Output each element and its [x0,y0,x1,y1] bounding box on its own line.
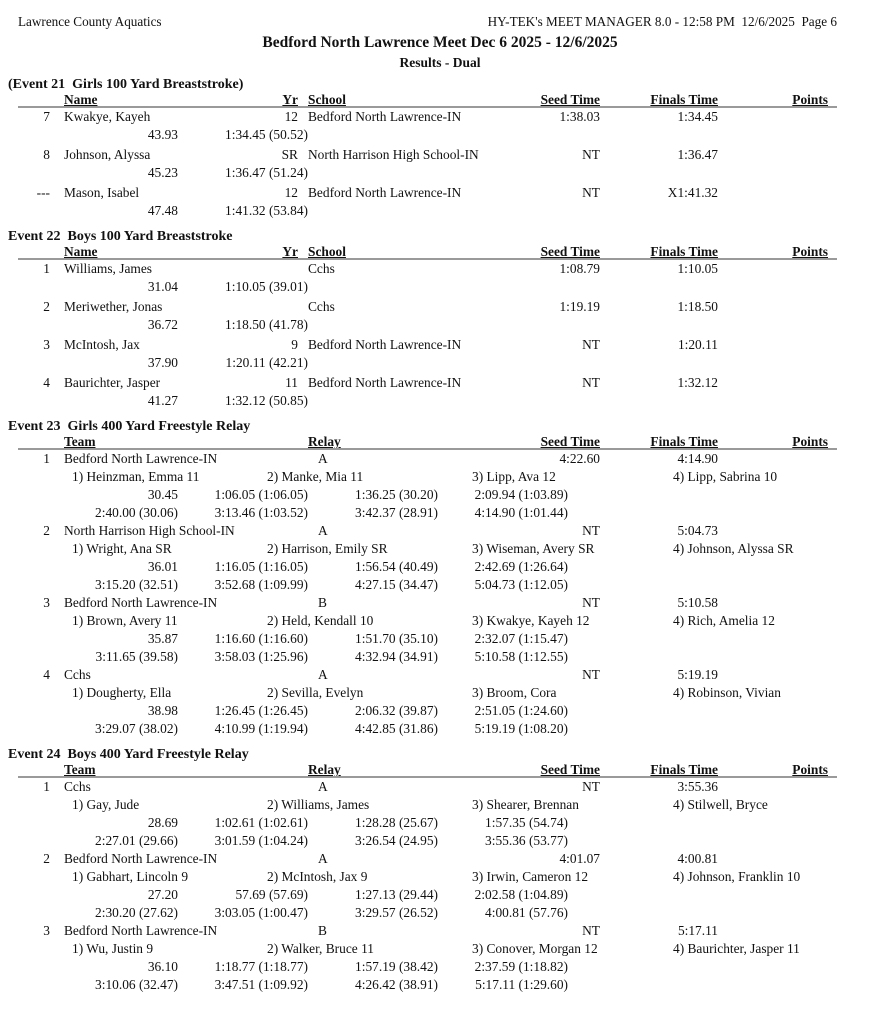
team-name: Cchs [64,667,91,682]
column-header-seed-time: Seed Time [540,762,600,777]
school-name: Bedford North Lawrence-IN [308,185,462,200]
result-row [0,261,880,279]
split-time: 1:27.13 (29.44) [355,887,438,902]
result-row [0,523,880,541]
splits-row [0,631,880,649]
school-name: Bedford North Lawrence-IN [308,337,462,352]
header-rule [18,776,837,778]
column-header-points: Points [792,762,828,777]
result-entry [0,109,880,145]
team-name: North Harrison High School-IN [64,523,235,538]
column-header-finals-time: Finals Time [650,762,718,777]
split-time: 36.01 [147,559,178,574]
split-time: 2:37.59 (1:18.82) [474,959,568,974]
relay-swimmer: 1) Heinzman, Emma 11 [72,469,200,484]
facility-name: Lawrence County Aquatics [18,14,162,29]
split-time: 1:06.05 (1:06.05) [214,487,308,502]
split-time: 36.10 [147,959,178,974]
place: 2 [43,299,50,314]
result-entry [0,299,880,335]
split-time: 5:19.19 (1:08.20) [474,721,568,736]
splits-row [0,279,880,297]
split-time: 2:51.05 (1:24.60) [474,703,568,718]
split-time: 31.04 [147,279,178,294]
split-time: 2:42.69 (1:26.64) [474,559,568,574]
split-time: 2:27.01 (29.66) [95,833,178,848]
relay-swimmer: 2) Sevilla, Evelyn [267,685,364,700]
relay-swimmer: 3) Lipp, Ava 12 [472,469,556,484]
split-time: 3:55.36 (53.77) [485,833,568,848]
relay-letter: A [318,523,328,538]
column-header-name: Name [64,244,98,259]
split-time: 4:10.99 (1:19.94) [214,721,308,736]
result-row [0,337,880,355]
result-entry [0,667,880,739]
result-row [0,375,880,393]
header-rule [18,448,837,450]
relay-swimmer: 4) Stilwell, Bryce [673,797,768,812]
seed-time: 1:38.03 [559,109,600,124]
split-time: 3:42.37 (28.91) [355,505,438,520]
event-title: Event 23 Girls 400 Yard Freestyle Relay [8,419,251,434]
split-time: 1:10.05 (39.01) [225,279,308,294]
year: 12 [284,185,298,200]
split-time: 30.45 [147,487,178,502]
split-time: 2:06.32 (39.87) [355,703,438,718]
relay-letter: A [318,667,328,682]
split-time: 4:14.90 (1:01.44) [474,505,568,520]
splits-row [0,317,880,335]
place: 2 [43,523,50,538]
split-time: 41.27 [147,393,178,408]
relay-swimmer: 2) Harrison, Emily SR [267,541,388,556]
split-time: 1:16.05 (1:16.05) [214,559,308,574]
result-entry [0,923,880,995]
header-rule [18,258,837,260]
result-entry [0,779,880,851]
splits-row [0,355,880,373]
column-header-relay: Relay [308,762,341,777]
finals-time: 5:17.11 [677,923,718,938]
result-row [0,299,880,317]
split-time: 3:26.54 (24.95) [355,833,438,848]
split-time: 4:32.94 (34.91) [355,649,438,664]
team-name: Bedford North Lawrence-IN [64,595,218,610]
seed-time: NT [582,667,600,682]
split-time: 1:20.11 (42.21) [225,355,308,370]
swimmer-name: Meriwether, Jonas [64,299,163,314]
relay-swimmer: 3) Wiseman, Avery SR [472,541,595,556]
column-header-points: Points [792,244,828,259]
split-time: 1:02.61 (1:02.61) [214,815,308,830]
result-entry [0,851,880,923]
seed-time: 4:22.60 [559,451,600,466]
place: 3 [43,923,50,938]
splits-row [0,127,880,145]
result-row [0,185,880,203]
split-time: 37.90 [147,355,178,370]
seed-time: 1:08.79 [559,261,600,276]
split-time: 28.69 [147,815,178,830]
split-time: 1:36.47 (51.24) [225,165,308,180]
result-row [0,595,880,613]
split-time: 3:03.05 (1:00.47) [214,905,308,920]
splits-row [0,833,880,851]
relay-swimmer: 2) McIntosh, Jax 9 [267,869,368,884]
split-time: 1:51.70 (35.10) [355,631,438,646]
seed-time: NT [582,337,600,352]
splits-row [0,721,880,739]
relay-swimmer: 3) Kwakye, Kayeh 12 [472,613,590,628]
relay-swimmers-row [0,869,880,887]
page-header-row [0,14,880,34]
place: 8 [43,147,50,162]
relay-swimmer: 1) Gay, Jude [72,797,140,812]
finals-time: 3:55.36 [677,779,718,794]
relay-letter: A [318,779,328,794]
split-time: 1:36.25 (30.20) [355,487,438,502]
place: 7 [43,109,50,124]
result-entry [0,147,880,183]
year: 12 [284,109,298,124]
finals-time: 1:10.05 [677,261,718,276]
relay-swimmers-row [0,469,880,487]
result-row [0,109,880,127]
place: 4 [43,375,50,390]
split-time: 1:18.50 (41.78) [225,317,308,332]
result-row [0,667,880,685]
relay-swimmer: 4) Lipp, Sabrina 10 [673,469,778,484]
team-name: Bedford North Lawrence-IN [64,851,218,866]
relay-swimmer: 4) Johnson, Alyssa SR [673,541,794,556]
splits-row [0,203,880,221]
splits-row [0,505,880,523]
finals-time: 1:34.45 [677,109,718,124]
splits-row [0,165,880,183]
split-time: 5:04.73 (1:12.05) [474,577,568,592]
splits-row [0,559,880,577]
split-time: 43.93 [147,127,178,142]
finals-time: 1:32.12 [677,375,718,390]
finals-time: 4:00.81 [677,851,718,866]
event-section [0,747,880,995]
event-title: Event 24 Boys 400 Yard Freestyle Relay [8,747,249,762]
swimmer-name: Mason, Isabel [64,185,140,200]
meet-title: Bedford North Lawrence Meet Dec 6 2025 - 12/6/2025 [262,34,618,51]
column-header-name: Name [64,92,98,107]
swimmer-name: Johnson, Alyssa [64,147,151,162]
place: 1 [43,261,50,276]
finals-time: 5:10.58 [677,595,718,610]
splits-row [0,487,880,505]
finals-time: 5:04.73 [677,523,718,538]
split-time: 1:56.54 (40.49) [355,559,438,574]
split-time: 57.69 (57.69) [235,887,308,902]
relay-swimmers-row [0,941,880,959]
seed-time: 1:19.19 [559,299,600,314]
split-time: 1:28.28 (25.67) [355,815,438,830]
year: SR [281,147,298,162]
school-name: Bedford North Lawrence-IN [308,375,462,390]
split-time: 1:18.77 (1:18.77) [214,959,308,974]
event-section [0,77,880,221]
header-rule [18,106,837,108]
split-time: 3:52.68 (1:09.99) [214,577,308,592]
relay-swimmer: 3) Broom, Cora [472,685,557,700]
split-time: 3:15.20 (32.51) [95,577,178,592]
relay-swimmers-row [0,797,880,815]
result-entry [0,337,880,373]
finals-time: 4:14.90 [677,451,718,466]
finals-time: 1:36.47 [677,147,718,162]
column-header-yr: Yr [282,92,298,107]
column-header-row [0,434,880,451]
result-entry [0,595,880,667]
place: 1 [43,779,50,794]
result-entry [0,451,880,523]
relay-swimmer: 4) Baurichter, Jasper 11 [673,941,800,956]
swimmer-name: Kwakye, Kayeh [64,109,151,124]
result-entry [0,185,880,221]
split-time: 3:58.03 (1:25.96) [214,649,308,664]
split-time: 35.87 [147,631,178,646]
relay-swimmer: 1) Wu, Justin 9 [72,941,154,956]
place: --- [36,185,50,200]
split-time: 5:17.11 (1:29.60) [475,977,568,992]
split-time: 4:42.85 (31.86) [355,721,438,736]
relay-swimmer: 1) Brown, Avery 11 [72,613,178,628]
year: 11 [285,375,298,390]
split-time: 1:34.45 (50.52) [225,127,308,142]
split-time: 2:02.58 (1:04.89) [474,887,568,902]
splits-row [0,703,880,721]
finals-time: 5:19.19 [677,667,718,682]
split-time: 27.20 [147,887,178,902]
seed-time: NT [582,923,600,938]
swimmer-name: Williams, James [64,261,152,276]
result-row [0,851,880,869]
splits-row [0,905,880,923]
event-title-row [0,77,880,92]
column-header-school: School [308,244,346,259]
result-row [0,451,880,469]
column-header-seed-time: Seed Time [540,244,600,259]
school-name: Cchs [308,299,335,314]
column-header-points: Points [792,434,828,449]
result-row [0,779,880,797]
relay-swimmer: 2) Walker, Bruce 11 [267,941,374,956]
team-name: Bedford North Lawrence-IN [64,451,218,466]
result-row [0,147,880,165]
relay-letter: B [318,595,327,610]
splits-row [0,959,880,977]
software-info: HY-TEK's MEET MANAGER 8.0 - 12:58 PM 12/6/2025 Page 6 [487,14,837,29]
result-entry [0,523,880,595]
seed-time: NT [582,375,600,390]
column-header-seed-time: Seed Time [540,92,600,107]
relay-swimmer: 3) Irwin, Cameron 12 [472,869,589,884]
column-header-points: Points [792,92,828,107]
event-section [0,419,880,739]
split-time: 4:00.81 (57.76) [485,905,568,920]
results-subtitle: Results - Dual [399,55,481,70]
result-entry [0,375,880,411]
split-time: 3:29.57 (26.52) [355,905,438,920]
place: 3 [43,595,50,610]
relay-swimmer: 4) Johnson, Franklin 10 [673,869,801,884]
result-entry [0,261,880,297]
relay-letter: A [318,851,328,866]
place: 1 [43,451,50,466]
event-title-row [0,419,880,434]
split-time: 3:47.51 (1:09.92) [214,977,308,992]
relay-swimmer: 3) Shearer, Brennan [472,797,579,812]
split-time: 2:32.07 (1:15.47) [474,631,568,646]
relay-swimmer: 1) Gabhart, Lincoln 9 [72,869,189,884]
split-time: 2:09.94 (1:03.89) [474,487,568,502]
relay-swimmers-row [0,685,880,703]
relay-swimmer: 2) Manke, Mia 11 [267,469,364,484]
seed-time: NT [582,147,600,162]
split-time: 2:30.20 (27.62) [95,905,178,920]
relay-swimmers-row [0,613,880,631]
relay-swimmer: 1) Dougherty, Ella [72,685,172,700]
column-header-yr: Yr [282,244,298,259]
column-header-finals-time: Finals Time [650,434,718,449]
swimmer-name: McIntosh, Jax [64,337,140,352]
split-time: 3:01.59 (1:04.24) [214,833,308,848]
relay-letter: B [318,923,327,938]
split-time: 1:57.35 (54.74) [485,815,568,830]
school-name: Bedford North Lawrence-IN [308,109,462,124]
school-name: North Harrison High School-IN [308,147,479,162]
seed-time: NT [582,595,600,610]
split-time: 1:41.32 (53.84) [225,203,308,218]
relay-swimmer: 4) Robinson, Vivian [673,685,781,700]
relay-swimmers-row [0,541,880,559]
split-time: 3:11.65 (39.58) [95,649,178,664]
relay-swimmer: 3) Conover, Morgan 12 [472,941,598,956]
place: 2 [43,851,50,866]
split-time: 3:13.46 (1:03.52) [214,505,308,520]
place: 4 [43,667,50,682]
team-name: Bedford North Lawrence-IN [64,923,218,938]
split-time: 45.23 [147,165,178,180]
relay-swimmer: 2) Held, Kendall 10 [267,613,374,628]
column-header-finals-time: Finals Time [650,244,718,259]
split-time: 36.72 [147,317,178,332]
seed-time: NT [582,779,600,794]
splits-row [0,977,880,995]
relay-swimmer: 2) Williams, James [267,797,370,812]
finals-time: 1:18.50 [677,299,718,314]
team-name: Cchs [64,779,91,794]
column-header-row [0,92,880,109]
column-header-row [0,762,880,779]
column-header-seed-time: Seed Time [540,434,600,449]
split-time: 1:16.60 (1:16.60) [214,631,308,646]
result-row [0,923,880,941]
year: 9 [291,337,298,352]
split-time: 47.48 [147,203,178,218]
event-title-row [0,747,880,762]
finals-time: X1:41.32 [667,185,718,200]
splits-row [0,649,880,667]
relay-swimmer: 1) Wright, Ana SR [72,541,172,556]
column-header-team: Team [64,434,96,449]
column-header-relay: Relay [308,434,341,449]
event-section [0,229,880,411]
swimmer-name: Baurichter, Jasper [64,375,161,390]
splits-row [0,815,880,833]
finals-time: 1:20.11 [677,337,718,352]
column-header-school: School [308,92,346,107]
event-title-row [0,229,880,244]
splits-row [0,577,880,595]
split-time: 4:26.42 (38.91) [355,977,438,992]
split-time: 1:57.19 (38.42) [355,959,438,974]
split-time: 5:10.58 (1:12.55) [474,649,568,664]
splits-row [0,887,880,905]
split-time: 3:29.07 (38.02) [95,721,178,736]
event-title: Event 22 Boys 100 Yard Breaststroke [8,229,233,244]
relay-swimmer: 4) Rich, Amelia 12 [673,613,775,628]
relay-letter: A [318,451,328,466]
split-time: 4:27.15 (34.47) [355,577,438,592]
column-header-row [0,244,880,261]
seed-time: NT [582,185,600,200]
seed-time: 4:01.07 [559,851,600,866]
split-time: 1:26.45 (1:26.45) [214,703,308,718]
split-time: 1:32.12 (50.85) [225,393,308,408]
event-title: (Event 21 Girls 100 Yard Breaststroke) [8,77,244,92]
place: 3 [43,337,50,352]
column-header-finals-time: Finals Time [650,92,718,107]
split-time: 38.98 [147,703,178,718]
column-header-team: Team [64,762,96,777]
split-time: 2:40.00 (30.06) [95,505,178,520]
school-name: Cchs [308,261,335,276]
splits-row [0,393,880,411]
events [0,77,880,995]
seed-time: NT [582,523,600,538]
split-time: 3:10.06 (32.47) [95,977,178,992]
